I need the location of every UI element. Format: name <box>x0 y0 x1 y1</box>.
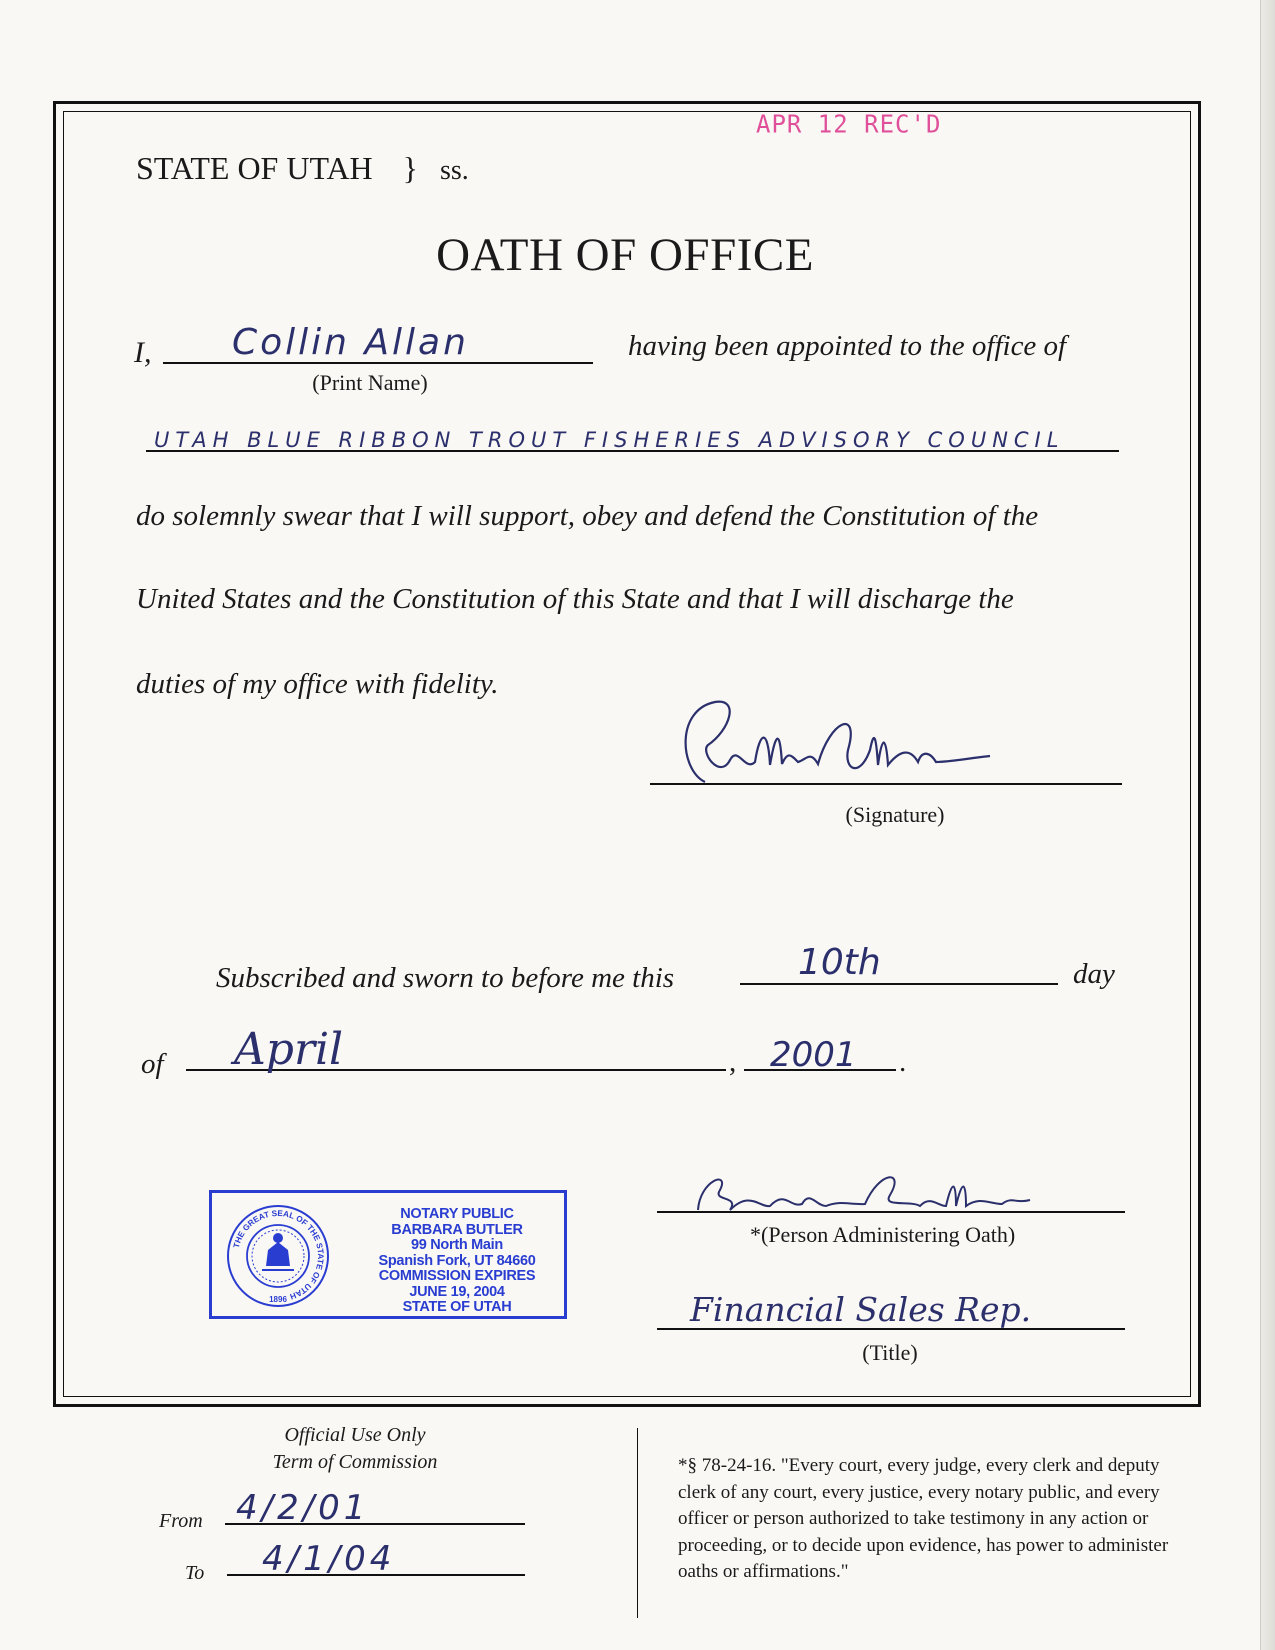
i-label: I, <box>134 336 152 369</box>
statute-text: *§ 78-24-16. "Every court, every judge, every clerk and deputy clerk of any court, every justice, every notary public, and every officer or person authorized to take testimony in any action or proceeding, or to decide upon evidence, has power to administer oaths or affirmations." <box>678 1455 1169 1582</box>
oath-line-1: do solemnly swear that I will support, obey and defend the Constitution of the <box>136 500 1039 532</box>
seal-text <box>352 1207 562 1316</box>
office-value[interactable]: UTAH BLUE RIBBON TROUT FISHERIES ADVISORY COUNCIL <box>154 428 1065 452</box>
print-name-label: (Print Name) <box>312 370 428 395</box>
seal-ring-year: 1896 <box>269 1295 287 1304</box>
seal-line: COMMISSION EXPIRES <box>378 1268 536 1284</box>
signature-label: (Signature) <box>845 802 945 827</box>
signature-line <box>650 783 1122 785</box>
notary-seal <box>209 1190 567 1319</box>
oath-line-3: duties of my office with fidelity. <box>136 668 499 700</box>
name-value[interactable]: Collin Allan <box>232 322 469 363</box>
administrator-signature-line <box>657 1211 1125 1213</box>
to-value[interactable]: 4/1/04 <box>262 1539 396 1579</box>
appointed-text: having been appointed to the office of <box>628 330 1067 362</box>
of-label: of <box>141 1048 164 1080</box>
month-value[interactable]: April <box>234 1024 344 1075</box>
ss-label: ss. <box>440 155 469 186</box>
page-title: OATH OF OFFICE <box>436 229 814 281</box>
day-line <box>740 983 1058 985</box>
sworn-text: Subscribed and sworn to before me this <box>216 962 675 994</box>
great-seal-icon <box>226 1204 330 1308</box>
state-heading <box>136 150 469 187</box>
seal-line: BARBARA BUTLER <box>391 1221 523 1238</box>
year-value[interactable]: 2001 <box>770 1035 857 1075</box>
seal-ring-text: THE GREAT SEAL OF THE STATE OF UTAH <box>231 1208 326 1302</box>
state-name: STATE OF UTAH <box>136 150 373 186</box>
seal-line: Spanish Fork, UT 84660 <box>378 1252 536 1269</box>
page-edge <box>1260 0 1275 1650</box>
term-heading: Term of Commission <box>272 1451 438 1473</box>
comma: , <box>729 1046 737 1078</box>
official-use-heading: Official Use Only <box>284 1424 426 1446</box>
from-label: From <box>159 1510 203 1532</box>
footer-divider <box>637 1428 638 1618</box>
day-value[interactable]: 10th <box>798 942 881 983</box>
seal-line: 99 North Main <box>411 1237 503 1253</box>
day-label: day <box>1073 958 1115 990</box>
oath-line-2: United States and the Constitution of this State and that I will discharge the <box>136 583 1014 615</box>
seal-line: JUNE 19, 2004 <box>409 1283 505 1300</box>
brace: } <box>402 150 419 186</box>
period: . <box>899 1046 907 1078</box>
title-label: (Title) <box>862 1340 918 1365</box>
to-label: To <box>185 1562 205 1584</box>
title-value[interactable]: Financial Sales Rep. <box>690 1290 1032 1329</box>
seal-line: NOTARY PUBLIC <box>400 1206 514 1222</box>
received-stamp: APR 12 REC'D <box>756 109 942 139</box>
from-value[interactable]: 4/2/01 <box>236 1488 370 1528</box>
seal-line: STATE OF UTAH <box>402 1299 512 1315</box>
administrator-label: *(Person Administering Oath) <box>750 1222 1016 1247</box>
